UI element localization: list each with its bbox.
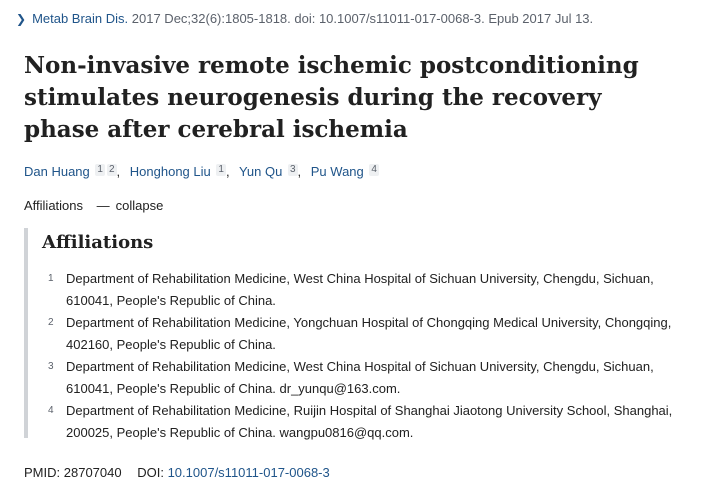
collapse-label: collapse bbox=[115, 198, 164, 213]
affiliations-panel bbox=[24, 228, 678, 438]
doi-label: DOI: bbox=[137, 465, 164, 480]
author-link[interactable]: Yun Qu bbox=[238, 164, 283, 179]
article-title: Non-invasive remote ischemic postconditioning stimulates neurogenesis during the recovery phase after cerebral ischemia bbox=[24, 52, 639, 143]
affiliation-number: 1 bbox=[48, 273, 54, 284]
author-link[interactable]: Pu Wang bbox=[310, 164, 364, 179]
affiliations-toggle bbox=[24, 198, 163, 213]
affiliation-ref[interactable]: 3 bbox=[289, 164, 296, 175]
affiliation-text: Department of Rehabilitation Medicine, West China Hospital of Sichuan University, Chengdu, Sichuan, 610041, People's Republic of China. dr_yunqu@163.com. bbox=[66, 359, 654, 396]
affiliation-number: 4 bbox=[48, 405, 54, 416]
minus-icon: — bbox=[96, 198, 110, 213]
author-separator: , bbox=[297, 164, 302, 179]
affiliation-ref[interactable]: 2 bbox=[108, 164, 115, 175]
pmid-label: PMID: bbox=[24, 465, 61, 480]
identifiers-line bbox=[24, 465, 330, 480]
affiliation-text: Department of Rehabilitation Medicine, Ruijin Hospital of Shanghai Jiaotong University School, Shanghai, 200025, People's Republic of China. wangpu0816@qq.com. bbox=[66, 403, 673, 440]
author-separator: , bbox=[116, 164, 121, 179]
pmid-value[interactable]: 28707040 bbox=[63, 465, 122, 480]
affiliation-ref[interactable]: 4 bbox=[371, 164, 377, 175]
affiliation-number: 2 bbox=[48, 317, 54, 328]
author-link[interactable]: Honghong Liu bbox=[129, 164, 211, 179]
citation-line bbox=[16, 11, 593, 26]
affiliation-text: Department of Rehabilitation Medicine, Yongchuan Hospital of Chongqing Medical University, Chongqing, 402160, People's Republic of China. bbox=[66, 315, 672, 352]
affiliations-heading: Affiliations bbox=[42, 232, 154, 253]
author-separator: , bbox=[225, 164, 230, 179]
doi-link[interactable]: 10.1007/s11011-017-0068-3 bbox=[167, 465, 330, 480]
affiliation-item bbox=[44, 312, 674, 356]
affiliation-ref[interactable]: 1 bbox=[97, 164, 103, 175]
affiliation-number: 3 bbox=[48, 361, 54, 372]
authors-list bbox=[24, 164, 379, 179]
citation-details: 2017 Dec;32(6):1805-1818. doi: 10.1007/s11011-017-0068-3. Epub 2017 Jul 13. bbox=[128, 11, 594, 26]
affiliations-toggle-label: Affiliations bbox=[24, 198, 84, 213]
chevron-right-icon: ❯ bbox=[16, 12, 27, 26]
affiliation-text: Department of Rehabilitation Medicine, West China Hospital of Sichuan University, Chengdu, Sichuan, 610041, People's Republic of China. bbox=[66, 271, 654, 308]
journal-link[interactable]: Metab Brain Dis. bbox=[32, 11, 129, 26]
author-link[interactable]: Dan Huang bbox=[24, 164, 90, 179]
collapse-button[interactable] bbox=[97, 198, 164, 213]
affiliations-list bbox=[44, 268, 674, 444]
affiliation-item bbox=[44, 400, 674, 444]
affiliation-item bbox=[44, 268, 674, 312]
affiliation-ref[interactable]: 1 bbox=[218, 164, 224, 175]
affiliation-item bbox=[44, 356, 674, 400]
